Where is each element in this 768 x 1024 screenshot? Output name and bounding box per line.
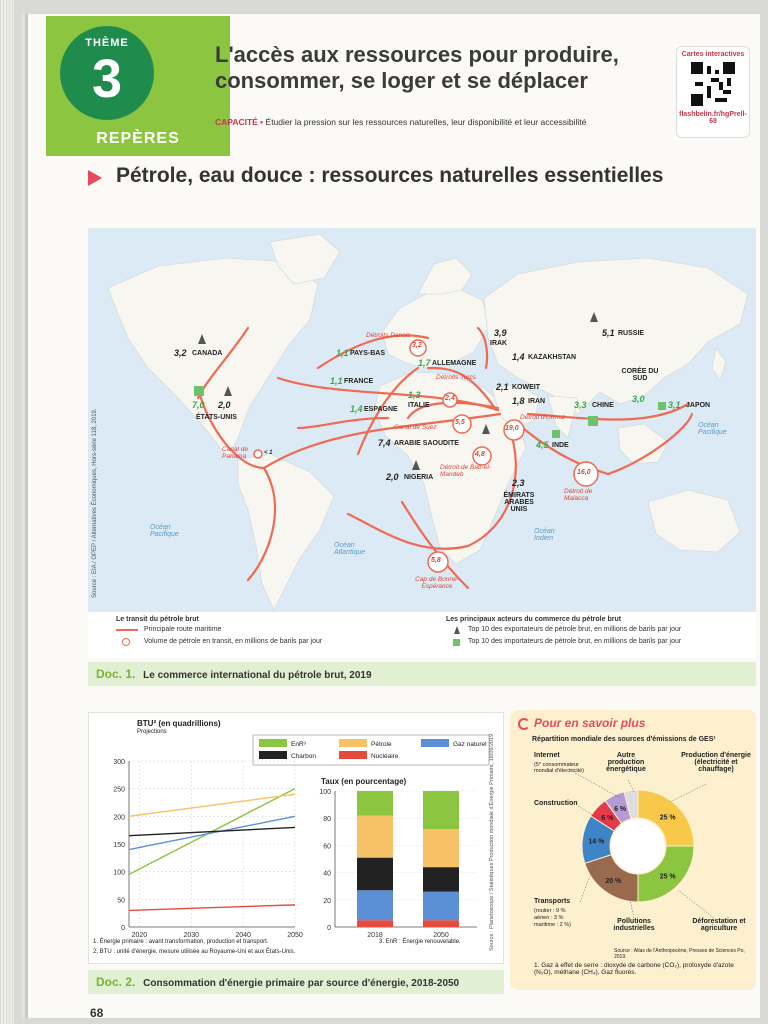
exp-koweit-name: KOWEIT — [512, 384, 540, 391]
exp-irak-name: IRAK — [490, 340, 508, 347]
imp-italie-value: 1,3 — [408, 390, 421, 400]
legend-frame — [253, 735, 489, 765]
legend-swatch — [259, 739, 287, 747]
legend-swatch — [259, 751, 287, 759]
pie-leader-line — [630, 900, 634, 918]
exp-emirats-name: ÉMIRATS ARABES UNIS — [503, 492, 535, 513]
transit-suez: 5,5 — [455, 419, 465, 426]
pie-label-internet: Internet — [534, 752, 560, 759]
pie-label-transports-sub1: (routier : 9 % — [534, 908, 566, 914]
label-suez: Canal de Suez — [394, 424, 437, 431]
transit-malacca: 16,0 — [577, 469, 591, 476]
theme-badge — [60, 26, 154, 120]
oil-derrick-icon — [224, 386, 232, 396]
line-series-1 — [129, 794, 295, 816]
transit-turcs: 2,4 — [445, 395, 455, 402]
energy-charts-svg — [89, 713, 503, 963]
bar-ytick: 40 — [323, 870, 331, 878]
bar-ytick: 80 — [323, 816, 331, 824]
legend-importers: Top 10 des importateurs de pétrole brut, en millions de barils par jour — [468, 638, 682, 645]
label-bonne: Cap de Bonne-Espérance — [415, 576, 459, 590]
exp-emirats-value: 2,3 — [512, 478, 525, 488]
line-chart-ysub: Projections — [137, 729, 167, 735]
textbook-page — [28, 14, 760, 1018]
imp-inde-value: 4,5 — [536, 440, 549, 450]
imp-espagne-value: 1,4 — [350, 404, 363, 414]
line-series-4 — [129, 905, 295, 911]
pie-leader-line — [678, 890, 714, 918]
legend-label: EnR³ — [291, 741, 306, 748]
legend-swatch — [339, 739, 367, 747]
label-bab: Détroit de Bab-el-Mandeb — [440, 464, 491, 478]
exp-arabie-name: ARABIE SAOUDITE — [394, 440, 459, 447]
qr-link[interactable]: flashbelin.fr/hgPrell-68 — [679, 111, 747, 125]
energy-charts — [88, 712, 504, 964]
legend-label: Charbon — [291, 753, 316, 760]
transit-bonne: 5,8 — [431, 557, 441, 564]
imp-france-name: FRANCE — [344, 378, 374, 385]
pie-hole — [611, 819, 665, 873]
importer-marker-icon — [194, 386, 204, 396]
pie-source: Source : Atlas de l'Anthropocène, Presses de Sciences Po, 2019. — [614, 948, 745, 960]
line-xtick: 2050 — [287, 932, 303, 939]
oil-derrick-icon — [482, 424, 490, 434]
theme-word: THÈME — [85, 37, 129, 49]
exp-russie-name: RUSSIE — [618, 330, 645, 337]
exp-nigeria-name: NIGERIA — [404, 474, 434, 481]
qr-label: Cartes interactives — [681, 51, 745, 58]
stacked-bar-segment — [357, 791, 393, 815]
imp-japon-value: 3,1 — [668, 400, 681, 410]
exp-koweit-value: 2,1 — [496, 382, 509, 392]
line-ytick: 0 — [121, 925, 125, 932]
line-ytick: 50 — [117, 897, 125, 905]
reperes-label: REPÈRES — [96, 130, 180, 147]
south-america — [238, 454, 334, 610]
legend-right-title: Les principaux acteurs du commerce du pétrole brut — [446, 616, 622, 623]
legend-swatch — [339, 751, 367, 759]
map-source: Source : EIA / OPEP / Alternatives Économiques, Hors-série 118, 2019. — [92, 408, 98, 598]
stacked-bar-segment — [423, 791, 459, 829]
stacked-bar-segment — [423, 867, 459, 891]
exp-arabie-value: 7,4 — [378, 438, 391, 448]
bar-ytick: 20 — [323, 897, 331, 905]
line-series-3 — [129, 827, 295, 835]
note-1: 1. Énergie primaire : avant transformation, production et transport. — [93, 939, 269, 945]
note-2: 2. BTU : unité d'énergie, mesure utilisée au Royaume-Uni et aux États-Unis. — [93, 949, 296, 955]
line-xtick: 2020 — [131, 932, 148, 939]
scandinavia — [418, 258, 472, 294]
route-swatch — [116, 629, 138, 631]
imp-espagne-name: ESPAGNE — [364, 406, 398, 413]
volume-circle-icon — [122, 638, 130, 646]
transit-panama: < 1 — [264, 450, 273, 456]
imp-coree-value: 3,0 — [632, 394, 645, 404]
legend-volume: Volume de pétrole en transit, en millions de barils par jour — [144, 638, 323, 645]
capacite-text: Étudier la pression sur les ressources naturelles, leur disponibilité et leur accessibilité — [265, 117, 587, 127]
pie-slice-label: 6 % — [614, 805, 627, 813]
qr-code-icon[interactable] — [691, 62, 735, 106]
line-chart-ylabel: BTU² (en quadrillions) — [137, 719, 221, 728]
japan — [712, 348, 726, 380]
bar-ytick: 100 — [319, 789, 331, 796]
imp-us-value: 7,0 — [192, 400, 205, 410]
page-number: 68 — [90, 1006, 104, 1018]
legend-left-title: Le transit du pétrole brut — [116, 616, 199, 623]
europe — [382, 288, 490, 368]
note-3: 3. EnR : Énergie renouvelable. — [379, 939, 461, 945]
ges-note: 1. Gaz à effet de serre : dioxyde de carbone (CO₂), protoxyde d'azote (N₂O), méthane (CH₄), Gaz fluorés. — [534, 962, 734, 976]
ocean-pacific-east: Océan Pacifique — [698, 422, 727, 436]
north-america — [108, 258, 318, 458]
chapter-title: L'accès aux ressources pour produire, consommer, se loger et se déplacer — [215, 42, 619, 93]
label-panama: Canal de Panama — [222, 446, 249, 460]
ocean-pacific-west: Océan Pacifique — [150, 524, 179, 538]
line-ytick: 150 — [113, 842, 125, 849]
qr-box[interactable] — [676, 46, 750, 138]
chart-source: Source : Planetoscope / Statistiques Production mondiale d'Énergie Primaire, 18/09/2019 — [489, 733, 495, 951]
pie-label-transports-sub2: aérien : 3 % — [534, 915, 564, 921]
pie-leader-line — [670, 784, 706, 802]
stacked-bar-segment — [357, 858, 393, 891]
transit-bab: 4,8 — [475, 451, 485, 458]
legend-route: Principale route maritime — [144, 626, 222, 633]
imp-chine-value: 3,3 — [574, 400, 587, 410]
imp-chine-name: CHINE — [592, 402, 614, 409]
importer-marker-icon — [453, 639, 460, 646]
pie-label-transports: Transports — [534, 898, 571, 905]
bar-ytick: 60 — [323, 843, 331, 851]
savoir-title: Pour en savoir plus — [534, 716, 646, 730]
exp-us-name: ÉTATS-UNIS — [196, 414, 237, 421]
pie-leader-line — [570, 770, 620, 798]
oil-derrick-icon — [412, 460, 420, 470]
importer-marker-icon — [552, 430, 560, 438]
stacked-bar-segment — [357, 890, 393, 920]
theme-number: 3 — [91, 49, 123, 109]
capacite-line — [215, 117, 665, 127]
doc1-caption — [88, 662, 756, 686]
map-legend — [88, 612, 756, 658]
world-map-svg — [88, 228, 756, 612]
pie-label-pollutions: Pollutions industrielles — [613, 918, 655, 932]
imp-coree-name: CORÉE DU SUD — [621, 368, 659, 382]
line-xtick: 2040 — [235, 932, 251, 939]
oil-derrick-icon — [590, 312, 598, 322]
stacked-bar-segment — [423, 829, 459, 867]
imp-paysbas-value: 1,1 — [336, 348, 349, 358]
doc2-caption — [88, 970, 504, 994]
exp-kazakhstan-value: 1,4 — [512, 352, 525, 362]
page-edge — [0, 0, 14, 1024]
exp-russie-value: 5,1 — [602, 328, 615, 338]
line-ytick: 300 — [113, 759, 125, 766]
importer-marker-icon — [588, 416, 598, 426]
exp-nigeria-value: 2,0 — [386, 472, 399, 482]
imp-japon-name: JAPON — [686, 402, 711, 409]
importer-marker-icon — [658, 402, 666, 410]
label-ormuz: Détroit d'Ormuz — [520, 414, 566, 421]
doc1-label: Doc. 1. — [96, 667, 136, 681]
imp-france-value: 1,1 — [330, 376, 343, 386]
pour-en-savoir-plus — [510, 710, 756, 990]
section-arrow-icon — [88, 170, 102, 186]
legend-label: Pétrole — [371, 741, 392, 748]
australia — [648, 490, 740, 552]
exp-canada-name: CANADA — [192, 350, 223, 357]
ocean-indian: Océan Indien — [534, 528, 555, 542]
legend-label: Gaz naturel — [453, 741, 487, 748]
doc2-title: Consommation d'énergie primaire par source d'énergie, 2018-2050 — [143, 978, 460, 989]
line-ytick: 200 — [113, 814, 125, 822]
line-series-2 — [129, 816, 295, 849]
legend-label: Nucléaire — [371, 753, 399, 760]
line-xtick: 2030 — [183, 932, 200, 939]
stacked-bar-segment — [357, 920, 393, 927]
pie-slice-label: 25 % — [659, 873, 676, 881]
bar-xtick: 2050 — [433, 932, 449, 939]
stacked-bar-segment — [423, 920, 459, 927]
exp-irak-value: 3,9 — [494, 328, 507, 338]
imp-italie-name: ITALIE — [408, 402, 430, 409]
oil-derrick-icon — [198, 334, 206, 344]
capacite-label: CAPACITÉ • — [215, 117, 264, 127]
transit-danois: 3,2 — [412, 342, 422, 349]
stacked-bar-segment — [423, 892, 459, 921]
pie-label-deforestation: Déforestation et agriculture — [692, 918, 746, 932]
doc1-title: Le commerce international du pétrole brut, 2019 — [143, 670, 372, 681]
imp-paysbas-name: PAYS-BAS — [350, 350, 386, 357]
legend-exporters: Top 10 des exportateurs de pétrole brut, en millions de barils par jour — [468, 626, 682, 633]
imp-allemagne-value: 1,7 — [418, 358, 431, 368]
exp-iran-value: 1,8 — [512, 396, 525, 406]
pie-slice-label: 14 % — [588, 838, 605, 846]
label-malacca: Détroit de Malacca — [564, 488, 593, 502]
label-turcs: Détroits Turcs — [436, 374, 476, 381]
exp-iran-name: IRAN — [528, 398, 546, 405]
bar-xtick: 2018 — [367, 932, 383, 939]
bar-ytick: 0 — [327, 925, 331, 932]
oil-trade-map — [88, 228, 756, 612]
legend-swatch — [421, 739, 449, 747]
pie-label-autre: Autre production énergétique — [606, 752, 646, 773]
pie-label-production: Production d'énergie (électricité et chauffage) — [681, 752, 751, 773]
ocean-atlantic: Océan Atlantique — [334, 542, 366, 556]
stacked-bar-segment — [357, 815, 393, 857]
oil-derrick-icon — [454, 626, 460, 634]
pie-title: Répartition mondiale des sources d'émissions de GES¹ — [532, 736, 716, 743]
imp-allemagne-name: ALLEMAGNE — [432, 360, 477, 367]
exp-kazakhstan-name: KAZAKHSTAN — [528, 354, 577, 361]
transit-ormuz: 19,0 — [505, 425, 519, 432]
label-danois: Détroits Danois — [366, 332, 411, 339]
pie-label-internet-sub: (5° consommateur mondial d'électricité) — [534, 762, 584, 774]
pie-label-construction: Construction — [534, 800, 578, 807]
line-ytick: 250 — [113, 786, 125, 794]
exp-us-value: 2,0 — [218, 400, 231, 410]
bar-chart-ylabel: Taux (en pourcentage) — [321, 777, 407, 786]
line-ytick: 100 — [113, 869, 125, 877]
doc2-label: Doc. 2. — [96, 975, 136, 989]
imp-inde-name: INDE — [552, 442, 569, 449]
pie-slice-label: 6 % — [601, 815, 614, 823]
section-title: Pétrole, eau douce : ressources naturelles essentielles — [116, 164, 664, 187]
pie-slice-label: 20 % — [605, 877, 622, 885]
exp-canada-value: 3,2 — [174, 348, 187, 358]
pie-slice-label: 25 % — [659, 814, 676, 822]
pie-label-transports-sub3: maritime : 2 %) — [534, 922, 571, 928]
